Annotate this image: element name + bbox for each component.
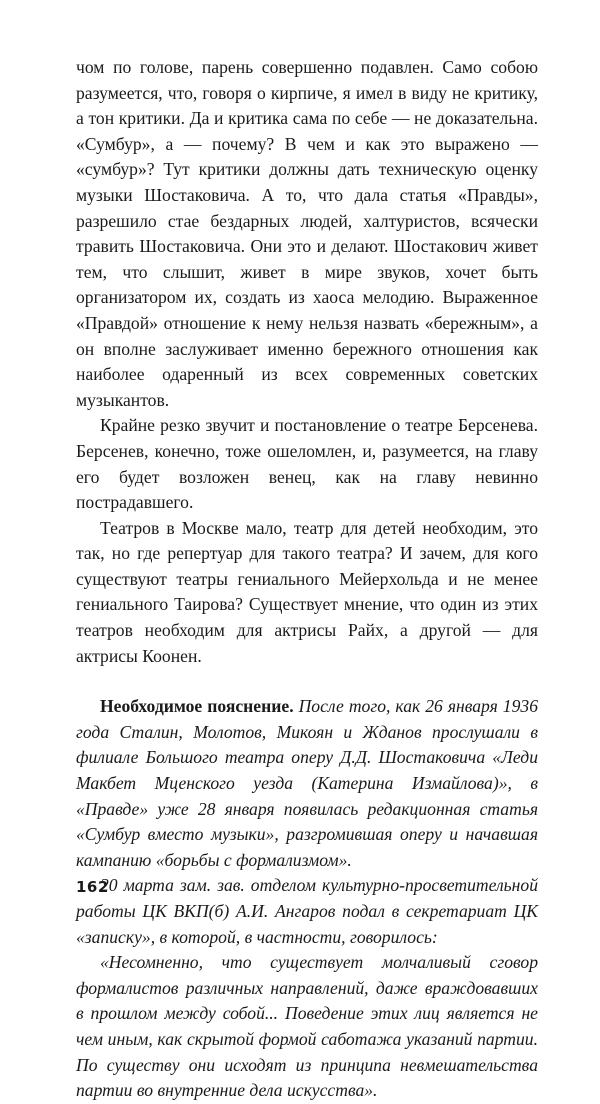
note-paragraph: [76, 694, 538, 873]
note-heading: Необходимое пояснение.: [100, 696, 294, 717]
note-paragraph-angarov: 20 марта зам. зав. отделом культурно-просветительной работы ЦК ВКП(б) А.И. Ангаров подал в секретариат ЦК «записку», в которой, в частности, говорилось:: [76, 875, 538, 947]
paragraph-continuation: чом по голове, парень совершенно подавлен. Само собою разумеется, что, говоря о кирпиче, я имел в виду не критику, а тон критики. Да и критика сама по себе — не доказательна. «Сумбур», а — почему? В чем и как это выражено — «сумбур»? Тут критики должны дать техническую оценку музыки Шостаковича. А то, что дала статья «Правды», разрешило стае бездарных людей, халтуристов, всячески травить Шостаковича. Они это и делают. Шостакович живет тем, что слышит, живет в мире звуков, хочет быть организатором их, создать из хаоса мелодию. Выраженное «Правдой» отношение к нему нельзя назвать «бережным», а он вполне заслуживает именно бережного отношения как наиболее одаренный из всех современных советских музыкантов.: [76, 57, 538, 410]
page-number: 162: [76, 878, 109, 896]
note-quote: «Несомненно, что существует молчаливый сговор формалистов различных направлений, даже враждовавших в прошлом между собой... Поведение этих лиц является не чем иным, как скрытой формой саботажа указаний партии. По существу они исходят из принципа невмешательства партии во внутренние дела искусства».: [76, 952, 538, 1101]
paragraph-theatres: Театров в Москве мало, театр для детей необходим, это так, но где репертуар для такого театра? И зачем, для кого существуют театры гениального Мейерхольда и не менее гениального Таирова? Существует мнение, что один из этих театров необходим для актрисы Райх, а другой — для актрисы Коонен.: [76, 517, 538, 666]
note-text: После того, как 26 января 1936 года Сталин, Молотов, Микоян и Жданов прослушали в филиале Большого театра оперу Д.Д. Шостаковича «Леди Макбет Мценского уезда (Катерина Измайлова)», в «Правде» уже 28 января появилась редакционная статья «Сумбур вместо музыки», разгромившая оперу и начавшая кампанию «борьбы с формализмом».: [76, 696, 538, 870]
page-body: [76, 55, 538, 1104]
paragraph-bersenev: Крайне резко звучит и постановление о театре Берсенева. Берсенев, конечно, тоже ошеломлен, и, разумеется, на главу его будет возложен венец, как на главу невинно пострадавшего.: [76, 415, 538, 513]
